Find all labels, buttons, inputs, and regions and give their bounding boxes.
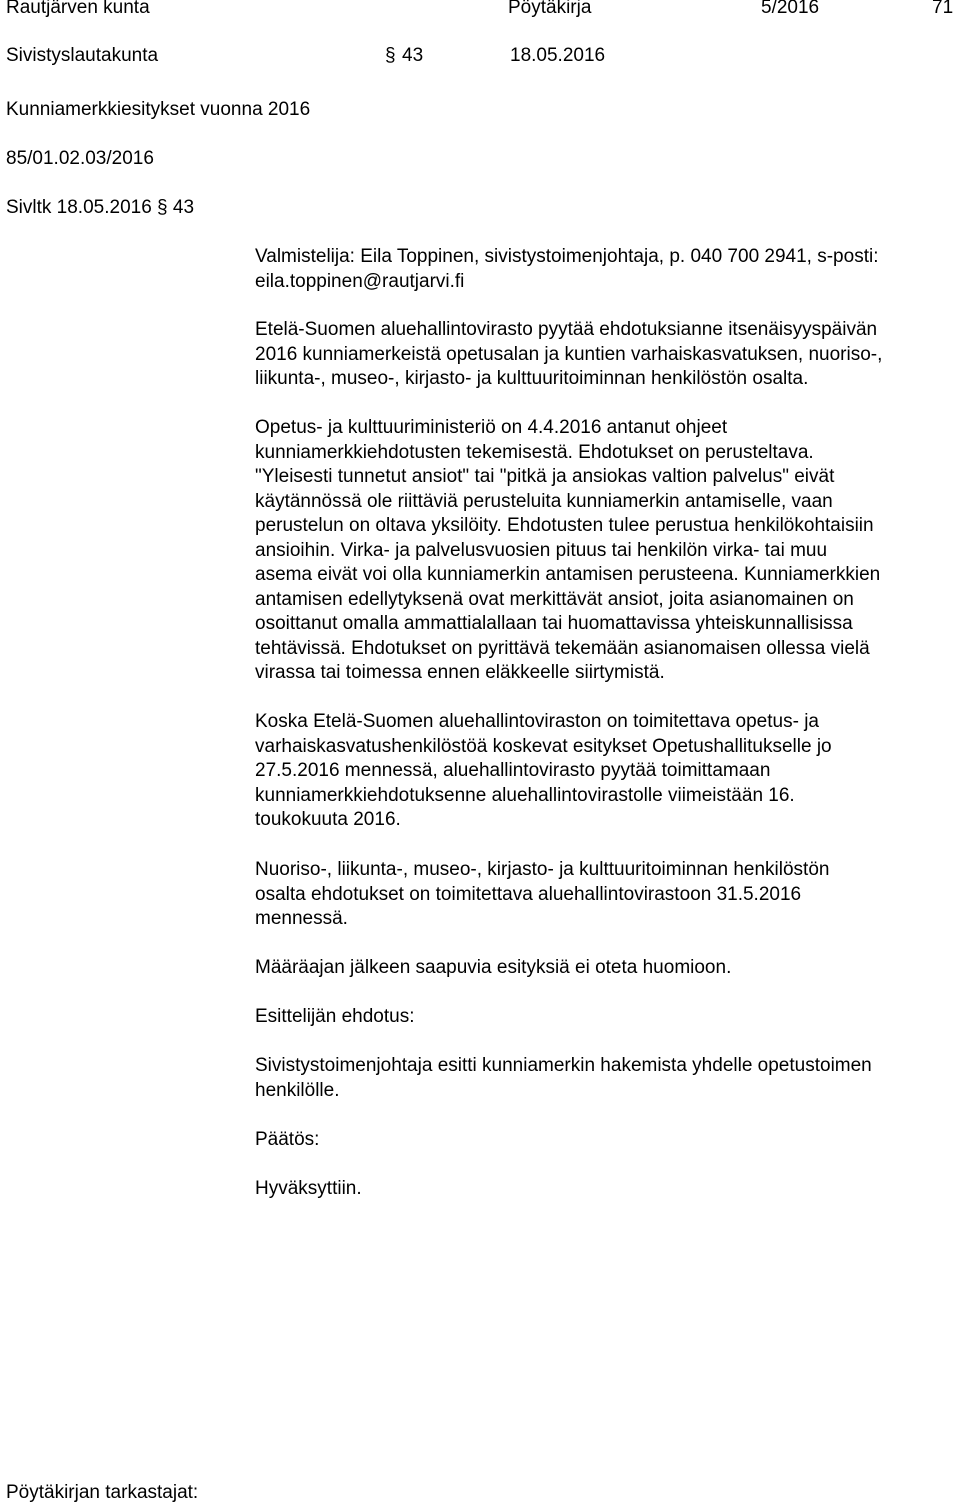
paragraph-line: Määräajan jälkeen saapuvia esityksiä ei oteta huomioon. [255,957,732,978]
paragraph-line: kunniamerkkiehdotuksenne aluehallintovirastolle viimeistään 16. [255,784,795,806]
proposal-heading-text: Esittelijän ehdotus: [255,1006,415,1027]
decision-heading [255,1128,960,1153]
preparer-email: eila.toppinen@rautjarvi.fi [255,270,465,292]
paragraph-line: osoittanut omalla ammattialallaan tai huomattavissa yhteiskunnallisissa [255,613,853,634]
page-number: 71 [932,0,954,18]
decision-heading-text: Päätös: [255,1129,320,1150]
paragraph-line: ansioihin. Virka- ja palvelusvuosien pituus tai henkilön virka- tai muu [255,539,828,561]
paragraph-request [255,318,960,392]
paragraph-line: asema eivät voi olla kunniamerkin antamisen perusteena. Kunniamerkkien [255,564,881,585]
prior-handling-text: Sivltk 18.05.2016 § 43 [6,197,195,218]
paragraph-line: liikunta-, museo-, kirjasto- ja kulttuuritoiminnan henkilöstön osalta. [255,368,809,389]
paragraph-line: virassa tai toimessa ennen eläkkeelle siirtymistä. [255,662,665,683]
paragraph-line: osalta ehdotukset on toimitettava aluehallintovirastoon 31.5.2016 [255,883,802,905]
paragraph-line: antamisen edellytyksenä ovat merkittävät ansiot, joita asianomainen on [255,588,854,610]
paragraph-late-submissions [255,956,960,981]
proposal-line: henkilölle. [255,1079,340,1101]
decision-text-line: Hyväksyttiin. [255,1178,362,1199]
paragraph-line: toukokuuta 2016. [255,809,401,830]
document-number: 5/2016 [761,0,820,18]
meeting-date: 18.05.2016 [510,45,606,66]
preparer-info [255,245,960,294]
section-symbol: § [385,45,396,66]
section-number: 43 [402,45,424,66]
paragraph-line: Koska Etelä-Suomen aluehallintoviraston on toimitettava opetus- ja [255,711,819,732]
paragraph-line: Nuoriso-, liikunta-, museo-, kirjasto- ja kulttuuritoiminnan henkilöstön [255,859,830,880]
decision-text [255,1177,960,1202]
paragraph-line: Opetus- ja kulttuuriministeriö on 4.4.2016 antanut ohjeet [255,417,728,438]
municipality-name: Rautjärven kunta [6,0,150,18]
paragraph-line: käytännössä ole riittäviä perusteluita kunniamerkin antamiselle, vaan [255,490,833,512]
paragraph-line: kunniamerkkiehdotusten tekemisestä. Ehdotukset on perusteltava. [255,441,814,463]
committee-name: Sivistyslautakunta [6,45,159,66]
paragraph-line: varhaiskasvatushenkilöstöä koskevat esitykset Opetushallitukselle jo [255,735,832,757]
paragraph-line: 2016 kunniamerkeistä opetusalan ja kuntien varhaiskasvatuksen, nuoriso-, [255,343,883,365]
diary-number: 85/01.02.03/2016 [6,148,154,169]
paragraph-line: 27.5.2016 mennessä, aluehallintovirasto pyytää toimittamaan [255,760,771,781]
preparer-line: Valmistelija: Eila Toppinen, sivistystoimenjohtaja, p. 040 700 2941, s-posti: [255,246,879,267]
paragraph-line: perustelun on oltava yksilöity. Ehdotusten tulee perustua henkilökohtaisiin [255,515,874,536]
prior-handling [6,196,194,220]
document-type: Pöytäkirja [508,0,592,18]
reviewers-label: Pöytäkirjan tarkastajat: [6,1482,199,1503]
paragraph-line: tehtävissä. Ehdotukset on pyrittävä tekemään asianomaisen ollessa vielä [255,637,870,659]
item-title: Kunniamerkkiesitykset vuonna 2016 [6,99,311,120]
paragraph-line: "Yleisesti tunnetut ansiot" tai "pitkä ja ansiokas valtion palvelus" eivät [255,466,835,487]
paragraph-deadline [255,710,960,833]
proposal-line: Sivistystoimenjohtaja esitti kunniamerkin hakemista yhdelle opetustoimen [255,1055,872,1076]
paragraph-line: mennessä. [255,908,348,929]
proposal-heading [255,1005,960,1030]
paragraph-other-staff [255,858,960,932]
paragraph-line: Etelä-Suomen aluehallintovirasto pyytää ehdotuksianne itsenäisyyspäivän [255,319,878,340]
proposal-text [255,1054,960,1103]
paragraph-instructions [255,416,960,686]
